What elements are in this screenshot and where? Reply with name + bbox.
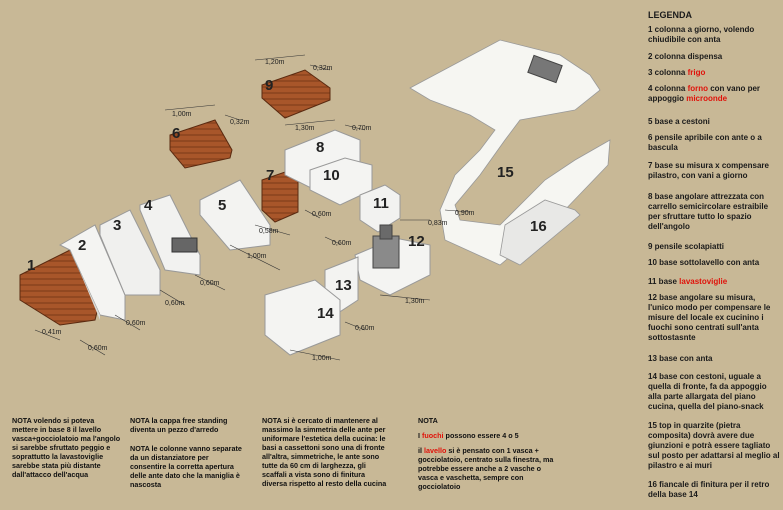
dim-2: 0,60m <box>88 345 108 352</box>
legend-title: LEGENDA <box>648 10 693 20</box>
note-1: NOTA volendo si poteva mettere in base 8 il lavello vasca+gocciolatoio ma l'angolo si sarebbe sfruttato peggio e soprattutto la lavastoviglie sarebbe stata più distante dall'attacco dell'acqua <box>12 416 121 479</box>
dim-18: 1,30m <box>405 298 425 305</box>
label-16: 16 <box>530 218 547 235</box>
label-13: 13 <box>335 277 352 294</box>
label-5: 5 <box>218 197 227 214</box>
legend-item-5: 5 base a cestoni <box>648 117 710 126</box>
dim-4: 0,60m <box>165 300 185 307</box>
label-15: 15 <box>497 164 514 181</box>
label-14: 14 <box>317 305 334 322</box>
legend-item-6: 6 pensile apribile con ante o a bascula <box>648 133 762 152</box>
dim-19: 0,60m <box>355 325 375 332</box>
dim-9: 1,20m <box>265 59 285 66</box>
label-8: 8 <box>316 139 325 156</box>
legend-item-16: 16 fiancale di finitura per il retro della base 14 <box>648 480 770 499</box>
label-2: 2 <box>78 237 87 254</box>
dim-17: 0,90m <box>455 210 475 217</box>
label-6: 6 <box>172 125 181 142</box>
legend-panel <box>642 0 783 510</box>
label-10: 10 <box>323 167 340 184</box>
label-9: 9 <box>265 77 274 94</box>
legend-item-15: 15 top in quarzite (pietra composita) dovrà avere due giunzioni e potrà essere tagliato sul posto per adattarsi al meglio al pilastro e ai muri <box>648 421 780 470</box>
hood-icon <box>373 236 399 268</box>
dim-10: 0,32m <box>313 65 333 72</box>
label-11: 11 <box>373 195 389 212</box>
legend-item-1: 1 colonna a giorno, volendo chiudibile con anta <box>648 25 755 44</box>
dim-20: 1,00m <box>312 355 332 362</box>
legend-item-3: 3 colonna frigo <box>648 68 706 77</box>
note-3: NOTA si è cercato di mantenere al massimo la simmetria delle ante per uniformare l'estetica della cucina: le basi a cassettoni sono una di fronte all'altra, simmetriche, le ante sono tutte da 60 cm di larghezza, gli scaffali a vista sono di finitura diversa rispetto al resto della cucina <box>262 416 387 488</box>
dim-5: 0,60m <box>200 280 220 287</box>
label-1: 1 <box>27 257 36 274</box>
dim-14: 0,58m <box>259 228 279 235</box>
oven-icon <box>172 238 197 252</box>
legend-item-12: 12 base angolare su misura, l'unico modo per compensare le misure del locale ex cucinino i fuochi sono centrati sull'anta sottostasnte <box>648 293 771 342</box>
legend-item-14: 14 base con cestoni, uguale a quella di fronte, fa da appoggio alla parte allargata del piano cucina, quella del piano-snack <box>648 372 767 411</box>
note-2: NOTA la cappa free standing diventa un pezzo d'arredo NOTA le colonne vanno separate da un distanziatore per consentire la corretta apertura delle ante dato che la maniglia è nascosta <box>130 416 242 489</box>
label-4: 4 <box>144 197 153 214</box>
dim-7: 1,00m <box>172 111 192 118</box>
dim-6: 1,00m <box>247 253 267 260</box>
legend-item-7: 7 base su misura x compensare pilastro, con vani a giorno <box>648 161 769 180</box>
legend-item-13: 13 base con anta <box>648 354 713 363</box>
legend-item-11: 11 base lavastoviglie <box>648 277 728 286</box>
legend-item-10: 10 base sottolavello con anta <box>648 258 760 267</box>
dim-13: 0,60m <box>312 211 332 218</box>
dim-15: 0,60m <box>332 240 352 247</box>
dim-11: 1,30m <box>295 125 315 132</box>
dim-8: 0,32m <box>230 119 250 126</box>
dim-16: 0,83m <box>428 220 448 227</box>
note-4: NOTA I fuochi possono essere 4 o 5 il lavello si è pensato con 1 vasca + gocciolatoio, centrato sulla finestra, ma potrebbe essere anche a 2 vasche o vasca e vaschetta, sempre con gocciolatoio <box>418 416 554 491</box>
dim-12: 0,70m <box>352 125 372 132</box>
dim-3: 0,60m <box>126 320 146 327</box>
unit-5 <box>200 180 270 250</box>
legend-item-8: 8 base angolare attrezzata con carrello semicircolare estraibile per sfruttare tutto lo spazio dell'angolo <box>648 192 769 231</box>
legend-item-9: 9 pensile scolapiatti <box>648 242 725 251</box>
label-12: 12 <box>408 233 425 250</box>
label-3: 3 <box>113 217 122 234</box>
legend-item-2: 2 colonna dispensa <box>648 52 723 61</box>
label-7: 7 <box>266 167 275 184</box>
dim-1: 0,41m <box>42 329 62 336</box>
legend-item-4: 4 colonna forno con vano per appoggio microonde <box>648 84 761 103</box>
